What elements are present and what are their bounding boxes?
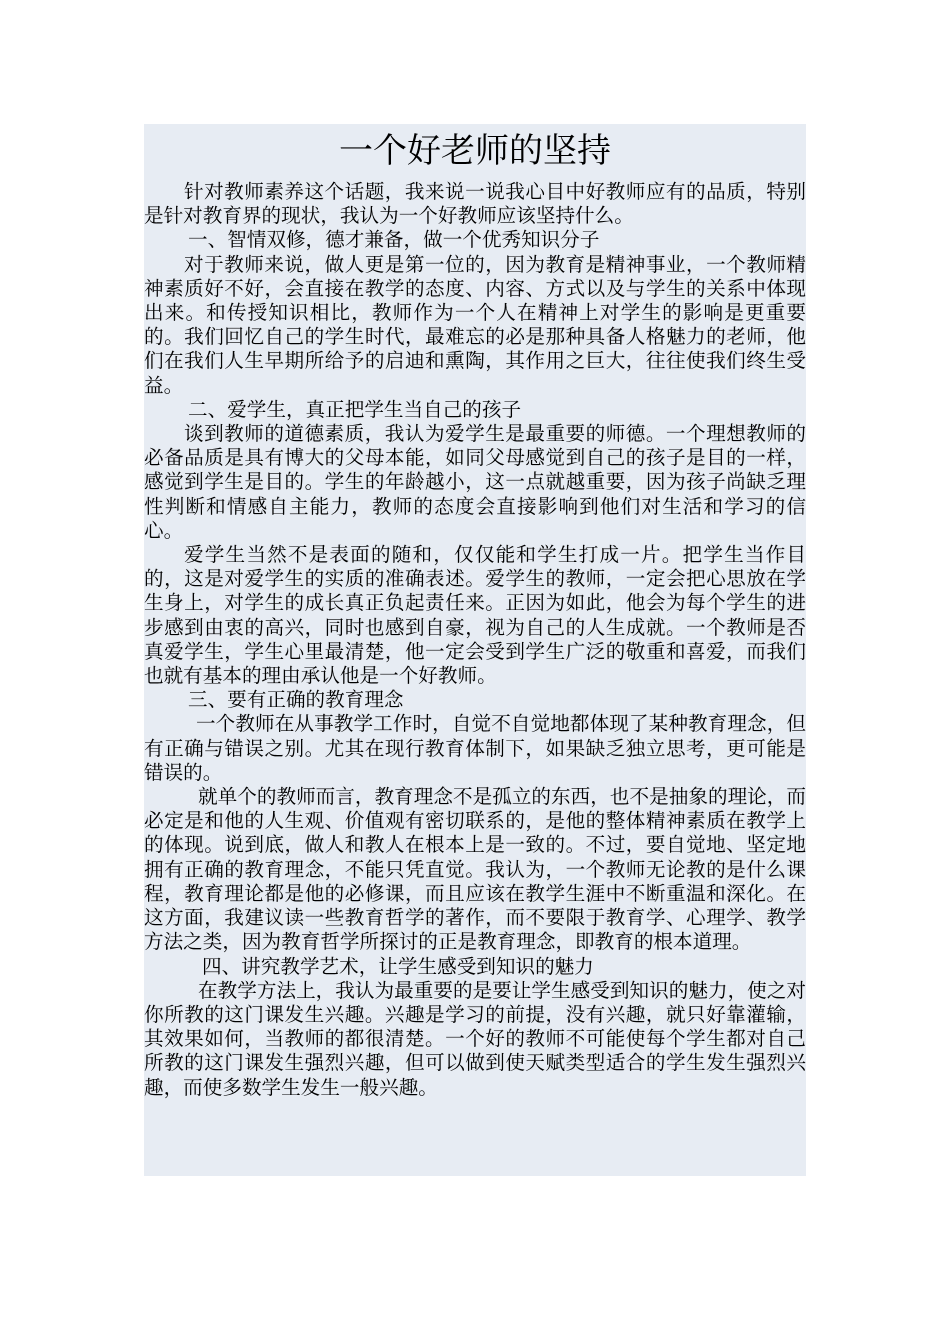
section-heading-2: 二、爱学生，真正把学生当自己的孩子 [188,397,522,421]
section-heading-1: 一、智情双修，德才兼备，做一个优秀知识分子 [188,228,600,252]
section-3-paragraph-2: 就单个的教师而言，教育理念不是孤立的东西，也不是抽象的理论，而必定是和他的人生观、价值观有密切联系的，是他的整体精神素质在教学上的体现。说到底，做人和教人在根本上是一致的。不过，要自觉地、坚定地拥有正确的教育理念，不能只凭直觉。我认为，一个教师无论教的是什么课程，教育理论都是他的必修课，而且应该在教学生涯中不断重温和深化。在这方面，我建议读一些教育哲学的著作，而不要限于教育学、心理学、教学方法之类，因为教育哲学所探讨的正是教育理念，即教育的根本道理。 [144,785,806,954]
document-page [144,124,806,1176]
document-title: 一个好老师的坚持 [339,131,611,171]
intro-paragraph: 针对教师素养这个话题，我来说一说我心目中好教师应有的品质，特别是针对教育界的现状，我认为一个好教师应该坚持什么。 [144,180,806,228]
section-4-paragraph: 在教学方法上，我认为最重要的是要让学生感受到知识的魅力，使之对你所教的这门课发生兴趣。兴趣是学习的前提，没有兴趣，就只好靠灌输，其效果如何，当教师的都很清楚。一个好的教师不可能使每个学生都对自己所教的这门课发生强烈兴趣，但可以做到使天赋类型适合的学生发生强烈兴趣，而使多数学生发生一般兴趣。 [144,978,806,1099]
section-1-paragraph: 对于教师来说，做人更是第一位的，因为教育是精神事业，一个教师精神素质好不好，会直接在教学的态度、内容、方式以及与学生的关系中体现出来。和传授知识相比，教师作为一个人在精神上对学生的影响是更重要的。我们回忆自己的学生时代，最难忘的必是那种具备人格魅力的老师，他们在我们人生早期所给予的启迪和熏陶，其作用之巨大，往往使我们终生受益。 [144,252,806,397]
section-heading-4: 四、讲究教学艺术，让学生感受到知识的魅力 [202,954,594,978]
section-3-paragraph-1: 一个教师在从事教学工作时，自觉不自觉地都体现了某种教育理念，但有正确与错误之别。尤其在现行教育体制下，如果缺乏独立思考，更可能是错误的。 [144,712,806,784]
section-2-paragraph-1: 谈到教师的道德素质，我认为爱学生是最重要的师德。一个理想教师的必备品质是具有博大的父母本能，如同父母感觉到自己的孩子是目的一样，感觉到学生是目的。学生的年龄越小，这一点就越重要，因为孩子尚缺乏理性判断和情感自主能力，教师的态度会直接影响到他们对生活和学习的信心。 [144,422,806,542]
section-2-paragraph-2: 爱学生当然不是表面的随和，仅仅能和学生打成一片。把学生当作目的，这是对爱学生的实质的准确表述。爱学生的教师，一定会把心思放在学生身上，对学生的成长真正负起责任来。正因为如此，他会为每个学生的进步感到由衷的高兴，同时也感到自豪，视为自己的人生成就。一个教师是否真爱学生，学生心里最清楚，他一定会受到学生广泛的敬重和喜爱，而我们也就有基本的理由承认他是一个好教师。 [144,543,806,688]
document-body [144,180,806,1100]
section-heading-3: 三、要有正确的教育理念 [188,688,404,712]
